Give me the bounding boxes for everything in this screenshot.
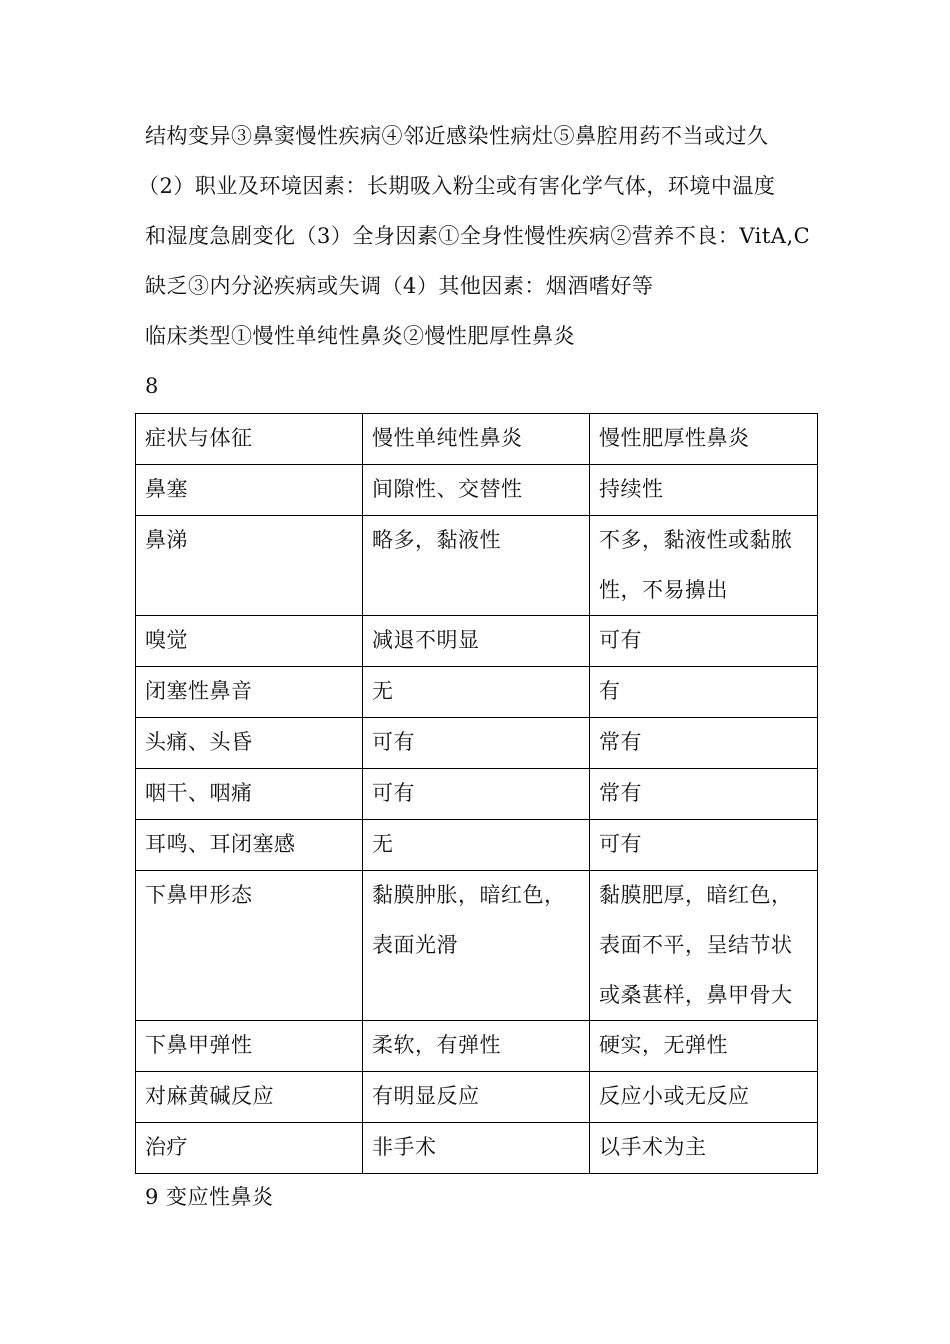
table-cell-text: 头痛、头昏 [145, 730, 253, 754]
header-cell [363, 414, 590, 465]
table-cell-text: 对麻黄碱反应 [145, 1084, 274, 1108]
table-cell-text: 常有 [599, 781, 642, 805]
table-cell-text: 治疗 [145, 1135, 188, 1159]
table-cell [590, 718, 818, 769]
table-cell [136, 667, 363, 718]
clinical-types-line: 临床类型①慢性单纯性鼻炎②慢性肥厚性鼻炎 [145, 324, 575, 348]
table-cell [363, 1123, 590, 1174]
table-cell [136, 1021, 363, 1072]
table-cell-text: 不多，黏液性或黏脓性，不易擤出 [599, 528, 793, 602]
table-cell [363, 718, 590, 769]
section-number: 8 [145, 374, 159, 398]
table-row [136, 465, 818, 516]
header-cell [136, 414, 363, 465]
table-cell [590, 820, 818, 871]
table-cell [363, 769, 590, 820]
table-cell-text: 以手术为主 [599, 1135, 707, 1159]
table-cell-text: 无 [372, 679, 394, 703]
table-cell-text: 黏膜肿胀，暗红色，表面光滑 [372, 883, 566, 957]
table-cell [363, 667, 590, 718]
table-row [136, 1123, 818, 1174]
table-cell [590, 667, 818, 718]
table-cell [136, 871, 363, 1021]
table-cell-text: 鼻涕 [145, 528, 188, 552]
table-cell [136, 516, 363, 616]
table-cell-text: 常有 [599, 730, 642, 754]
table-cell-text: 间隙性、交替性 [372, 477, 523, 501]
table-cell-text: 硬实，无弹性 [599, 1033, 728, 1057]
header-cell-text: 慢性肥厚性鼻炎 [599, 426, 750, 450]
header-cell [590, 414, 818, 465]
table-row [136, 718, 818, 769]
table-cell-text: 嗅觉 [145, 628, 188, 652]
table-cell-text: 可有 [599, 628, 642, 652]
table-cell [363, 1021, 590, 1072]
table-cell [590, 1021, 818, 1072]
table-row [136, 769, 818, 820]
table-cell-text: 持续性 [599, 477, 664, 501]
table-cell [363, 1072, 590, 1123]
table-cell-text: 无 [372, 832, 394, 856]
table-row [136, 871, 818, 1021]
table-cell [590, 616, 818, 667]
table-cell [363, 516, 590, 616]
table-cell [136, 820, 363, 871]
table-cell [590, 516, 818, 616]
table-cell-text: 闭塞性鼻音 [145, 679, 253, 703]
table-cell [136, 465, 363, 516]
table-cell [363, 820, 590, 871]
table-cell-text: 鼻塞 [145, 477, 188, 501]
table-cell-text: 有 [599, 679, 621, 703]
table-cell [136, 718, 363, 769]
paragraph-line: 和湿度急剧变化（3）全身因素①全身性慢性疾病②营养不良：VitA,C [145, 224, 811, 248]
table-cell [590, 465, 818, 516]
table-row [136, 1072, 818, 1123]
table-cell [136, 616, 363, 667]
table-cell-text: 柔软，有弹性 [372, 1033, 501, 1057]
table-row [136, 516, 818, 616]
table-cell-text: 咽干、咽痛 [145, 781, 253, 805]
table-cell [136, 1072, 363, 1123]
table-cell-text: 可有 [372, 730, 415, 754]
paragraph-line: （2）职业及环境因素：长期吸入粉尘或有害化学气体，环境中温度 [138, 174, 776, 198]
table-cell-text: 耳鸣、耳闭塞感 [145, 832, 296, 856]
table-row [136, 1021, 818, 1072]
table-row [136, 667, 818, 718]
header-cell-text: 症状与体征 [145, 426, 253, 450]
table-cell-text: 可有 [599, 832, 642, 856]
table-row [136, 820, 818, 871]
table-cell [590, 871, 818, 1021]
table-cell [590, 1072, 818, 1123]
table-cell-text: 有明显反应 [372, 1084, 480, 1108]
table-cell-text: 可有 [372, 781, 415, 805]
next-section-heading: 9 变应性鼻炎 [145, 1185, 274, 1209]
paragraph-line: 缺乏③内分泌疾病或失调（4）其他因素：烟酒嗜好等 [145, 274, 654, 298]
paragraph-line: 结构变异③鼻窦慢性疾病④邻近感染性病灶⑤鼻腔用药不当或过久 [145, 124, 769, 148]
table-cell [136, 1123, 363, 1174]
table-header-row [136, 414, 818, 465]
table-cell-text: 非手术 [372, 1135, 437, 1159]
comparison-table [135, 413, 818, 1174]
header-cell-text: 慢性单纯性鼻炎 [372, 426, 523, 450]
table-cell [590, 769, 818, 820]
table-cell-text: 下鼻甲弹性 [145, 1033, 253, 1057]
table-cell [363, 616, 590, 667]
table-cell-text: 减退不明显 [372, 628, 480, 652]
table-cell-text: 下鼻甲形态 [145, 883, 253, 907]
table-cell [363, 465, 590, 516]
table-cell [590, 1123, 818, 1174]
table-cell [363, 871, 590, 1021]
table-cell-text: 略多，黏液性 [372, 528, 501, 552]
table-cell-text: 黏膜肥厚，暗红色，表面不平，呈结节状或桑葚样，鼻甲骨大 [599, 883, 793, 1007]
table-cell-text: 反应小或无反应 [599, 1084, 750, 1108]
table-cell [136, 769, 363, 820]
table-row [136, 616, 818, 667]
